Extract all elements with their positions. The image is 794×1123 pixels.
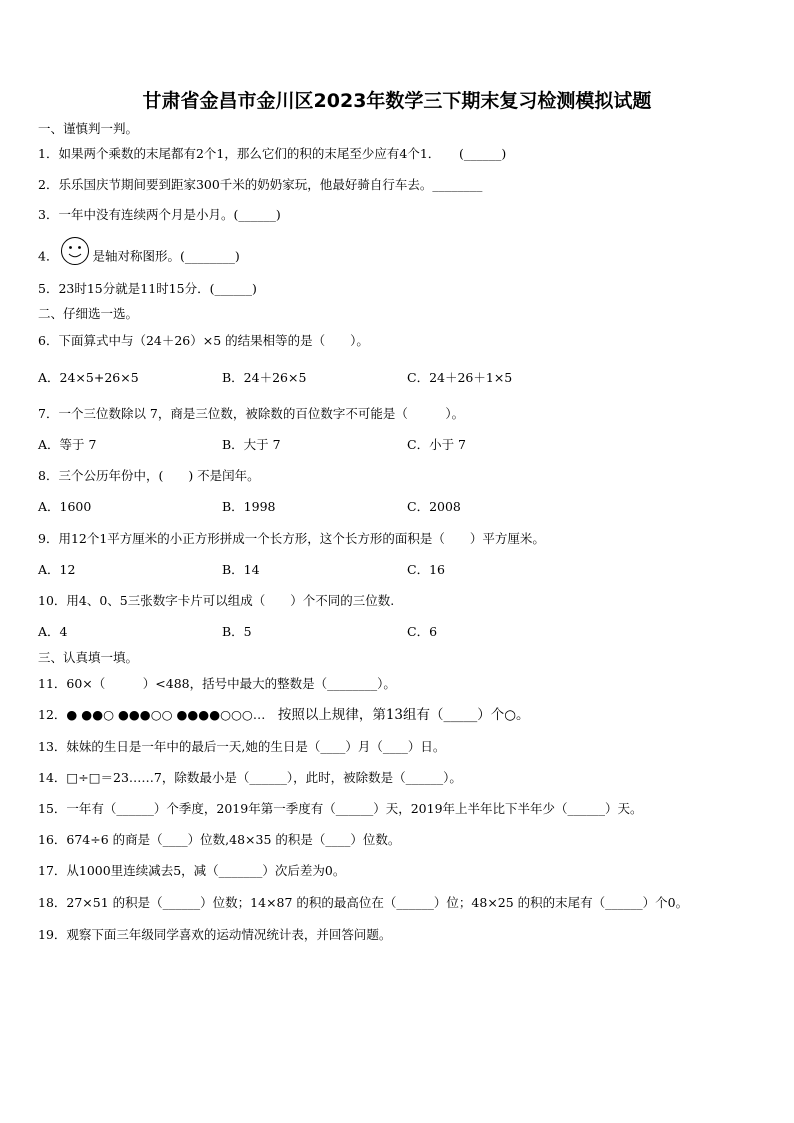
option-8c: C．2008 (407, 499, 461, 514)
question-14: 14．□÷□＝23……7，除数最小是（______），此时，被除数是（______）。 (38, 770, 462, 785)
option-8b: B．1998 (222, 499, 276, 514)
question-13: 13．妹妹的生日是一年中的最后一天,她的生日是（____）月（____）日。 (38, 739, 446, 754)
option-9b: B．14 (222, 562, 260, 577)
question-5: 5．23时15分就是11时15分．(______) (38, 281, 257, 296)
option-7c: C．小于 7 (407, 437, 466, 452)
option-9a: A．12 (38, 562, 76, 577)
question-8: 8．三个公历年份中，( ) 不是闰年。 (38, 468, 260, 483)
question-9: 9．用12个1平方厘米的小正方形拼成一个长方形，这个长方形的面积是（ ）平方厘米。 (38, 531, 545, 546)
section-heading-2: 二、仔细选一选。 (38, 306, 139, 321)
option-8a: A．1600 (38, 499, 92, 514)
question-2: 2．乐乐国庆节期间要到距家300千米的奶奶家玩，他最好骑自行车去。________ (38, 177, 483, 192)
question-6: 6．下面算式中与（24＋26）×5 的结果相等的是（ ）。 (38, 333, 369, 348)
question-15: 15．一年有（______）个季度，2019年第一季度有（______）天，2019年上半年比下半年少（______）天。 (38, 801, 643, 816)
question-17: 17．从1000里连续减去5，减（_______）次后差为0。 (38, 863, 346, 878)
option-9c: C．16 (407, 562, 445, 577)
option-7a: A．等于 7 (38, 437, 97, 452)
question-18: 18．27×51 的积是（______）位数；14×87 的积的最高位在（______）位；48×25 的积的末尾有（______）个0。 (38, 895, 689, 910)
option-6c: C．24＋26＋1×5 (407, 370, 513, 385)
option-10a: A．4 (38, 624, 68, 639)
option-10c: C．6 (407, 624, 438, 639)
question-1: 1．如果两个乘数的末尾都有2个1，那么它们的积的末尾至少应有4个1． (______) (38, 146, 507, 161)
section-heading-1: 一、谨慎判一判。 (38, 121, 139, 136)
question-12-pattern: 12．● ●●○ ●●●○○ ●●●●○○○… (38, 707, 278, 722)
question-19: 19．观察下面三年级同学喜欢的运动情况统计表，并回答问题。 (38, 927, 392, 942)
question-4-number: 4． (38, 248, 59, 264)
option-10b: B．5 (222, 624, 252, 639)
question-4-text: 是轴对称图形。(________) (92, 248, 240, 264)
page-title: 甘肃省金昌市金川区2023年数学三下期末复习检测模拟试题 (142, 90, 652, 112)
smiley-face-icon (60, 236, 90, 278)
question-11: 11．60×（ ）<488，括号中最大的整数是（________）。 (38, 676, 396, 691)
option-6b: B．24＋26×5 (222, 370, 307, 385)
question-4 (38, 236, 240, 278)
question-10: 10．用4、0、5三张数字卡片可以组成（ ）个不同的三位数. (38, 593, 395, 608)
question-7: 7．一个三位数除以 7，商是三位数，被除数的百位数字不可能是（ ）。 (38, 406, 465, 421)
question-12-text: 按照以上规律，第13组有（_____）个○。 (277, 707, 530, 723)
option-7b: B．大于 7 (222, 437, 281, 452)
option-6a: A．24×5+26×5 (38, 370, 139, 385)
question-3: 3．一年中没有连续两个月是小月。(______) (38, 207, 281, 222)
question-16: 16．674÷6 的商是（____）位数,48×35 的积是（____）位数。 (38, 832, 401, 847)
section-heading-3: 三、认真填一填。 (38, 650, 139, 665)
question-12 (38, 707, 530, 723)
